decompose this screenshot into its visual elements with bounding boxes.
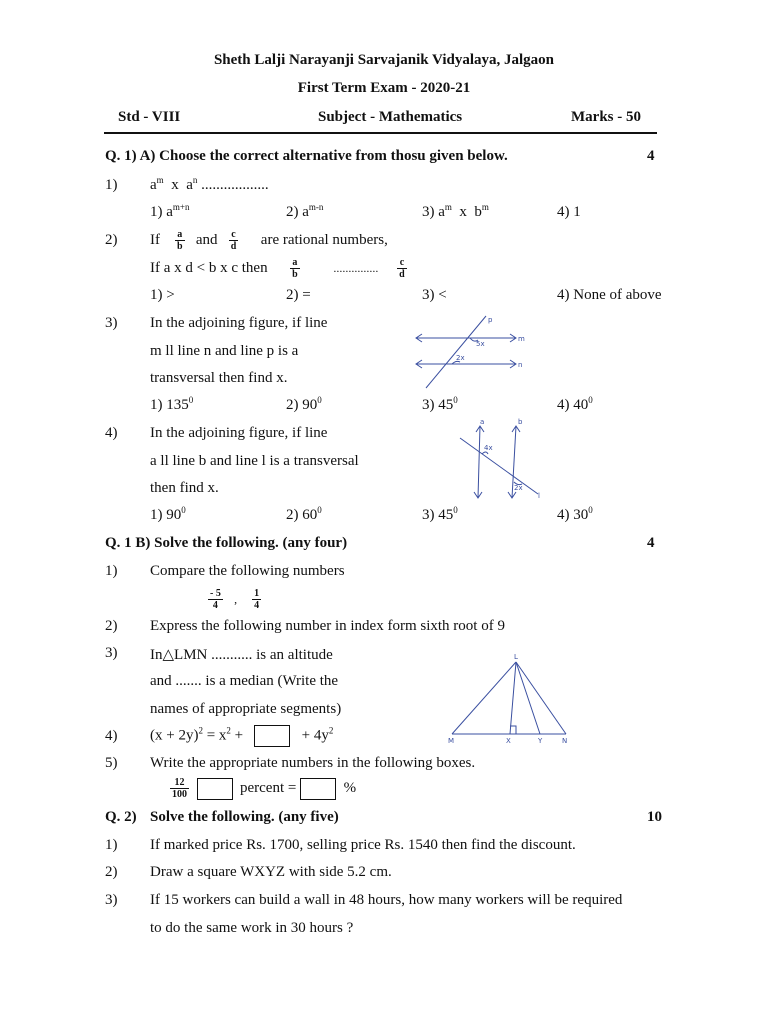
marks-label: Marks - 50	[571, 109, 641, 125]
header-divider	[104, 132, 657, 134]
label-n: n	[518, 361, 523, 369]
std-label: Std - VIII	[118, 109, 181, 125]
question-line: and ....... is a median (Write the	[150, 673, 339, 689]
label-a: a	[480, 418, 485, 426]
question-line: transversal then find x.	[150, 370, 288, 386]
option-2: 2) $a^{m-n}$	[286, 202, 324, 220]
question-number: 1)	[105, 177, 118, 193]
option-3: 3) $45^0$	[422, 395, 458, 413]
question-number: 4)	[105, 425, 118, 441]
option-4: 4) $30^0$	[557, 505, 593, 523]
option-3: 3) $45^0$	[422, 505, 458, 523]
question-text: Compare the following numbers	[150, 563, 345, 579]
option-4: 4) None of above	[557, 287, 662, 303]
question-stem: If $\frac{a}{b}$ and $\frac{c}{d}$ are rational numbers,	[150, 229, 388, 252]
option-4: 4) $40^0$	[557, 395, 593, 413]
fraction-a-b: $\frac{a}{b}$	[292, 257, 298, 280]
question-condition: If a x d < b x c then $\frac{a}{b}$ ............... $\frac{c}{d}$	[150, 257, 405, 280]
label-5x: 5x	[476, 340, 485, 348]
question-stem: $a^m$ x $a^n$ ..................	[150, 175, 269, 193]
label-l: l	[538, 492, 540, 500]
label-m: m	[518, 335, 525, 343]
triangle-icon: △	[162, 647, 175, 663]
question-line: names of appropriate segments)	[150, 701, 342, 717]
question-line: m ll line n and line p is a	[150, 343, 299, 359]
question-number: 2)	[105, 618, 118, 634]
option-4: 4) 1	[557, 204, 581, 220]
exam-title: First Term Exam - 2020-21	[297, 80, 471, 96]
q2-title: Q. 2)	[105, 809, 137, 825]
q1a-title: Q. 1) A) Choose the correct alternative from thosu given below.	[105, 148, 508, 164]
question-number: 1)	[105, 837, 118, 853]
label-M: M	[448, 737, 455, 745]
subject-label: Subject - Mathematics	[318, 109, 463, 125]
answer-box	[300, 778, 336, 800]
q2-marks: 10	[647, 809, 662, 825]
fraction-a-b: $\frac{a}{b}$	[177, 229, 183, 252]
option-1: 1) $135^0$	[150, 395, 194, 413]
label-2x: 2x	[514, 484, 523, 492]
answer-box	[254, 725, 290, 747]
triangle-lmn-figure	[442, 650, 572, 746]
question-number: 3)	[105, 892, 118, 908]
q1b-title: Q. 1 B) Solve the following. (any four)	[105, 535, 348, 551]
q1a-marks: 4	[647, 148, 655, 164]
label-L: L	[514, 653, 518, 661]
label-2x: 2x	[456, 354, 465, 362]
question-number: 3)	[105, 315, 118, 331]
question-number: 3)	[105, 645, 118, 661]
question-number: 2)	[105, 864, 118, 880]
question-line: then find x.	[150, 480, 219, 496]
option-3: 3) $a^m$ x $b^m$	[422, 202, 489, 220]
option-1: 1) $a^{m+n}$	[150, 202, 190, 220]
question-number: 4)	[105, 728, 118, 744]
question-line: a ll line b and line l is a transversal	[150, 453, 359, 469]
question-line: If 15 workers can build a wall in 48 hours, how many workers will be required	[150, 892, 623, 908]
label-p: p	[488, 316, 493, 324]
label-Y: Y	[538, 737, 543, 745]
label-N: N	[562, 737, 568, 745]
question-expression: $(x + 2y)^2 = x^2$ + + $4y^2$	[150, 725, 333, 747]
question-line: In△LMN ........... is an altitude	[150, 647, 333, 663]
question-text: Write the appropriate numbers in the following boxes.	[150, 755, 476, 771]
option-3: 3) <	[422, 287, 447, 303]
question-line: In the adjoining figure, if line	[150, 315, 328, 331]
parallel-lines-figure-1	[408, 312, 528, 392]
question-number: 5)	[105, 755, 118, 771]
question-line: to do the same work in 30 hours ?	[150, 920, 354, 936]
question-text: If marked price Rs. 1700, selling price Rs. 1540 then find the discount.	[150, 837, 576, 853]
option-1: 1) >	[150, 287, 175, 303]
fraction-c-d: $\frac{c}{d}$	[399, 257, 405, 280]
question-text: Draw a square WXYZ with side 5.2 cm.	[150, 864, 392, 880]
question-line: In the adjoining figure, if line	[150, 425, 328, 441]
label-b: b	[518, 418, 523, 426]
option-2: 2) =	[286, 287, 311, 303]
option-1: 1) $90^0$	[150, 505, 186, 523]
answer-box	[197, 778, 233, 800]
compare-fractions: $\frac{- 5}{4}$ , $\frac{1}{4}$	[210, 588, 260, 611]
option-2: 2) $90^0$	[286, 395, 322, 413]
fraction-c-d: $\frac{c}{d}$	[230, 229, 237, 252]
percent-boxes: $\frac{12}{100}$ percent = %	[172, 777, 357, 800]
question-number: 2)	[105, 232, 118, 248]
question-text: Express the following number in index form sixth root of 9	[150, 618, 505, 634]
option-2: 2) $60^0$	[286, 505, 322, 523]
question-number: 1)	[105, 563, 118, 579]
school-name: Sheth Lalji Narayanji Sarvajanik Vidyalaya, Jalgaon	[213, 52, 555, 68]
label-X: X	[506, 737, 511, 745]
q2-subtitle: Solve the following. (any five)	[150, 809, 339, 825]
q1b-marks: 4	[647, 535, 655, 551]
parallel-lines-figure-2	[452, 416, 548, 504]
label-4x: 4x	[484, 444, 493, 452]
